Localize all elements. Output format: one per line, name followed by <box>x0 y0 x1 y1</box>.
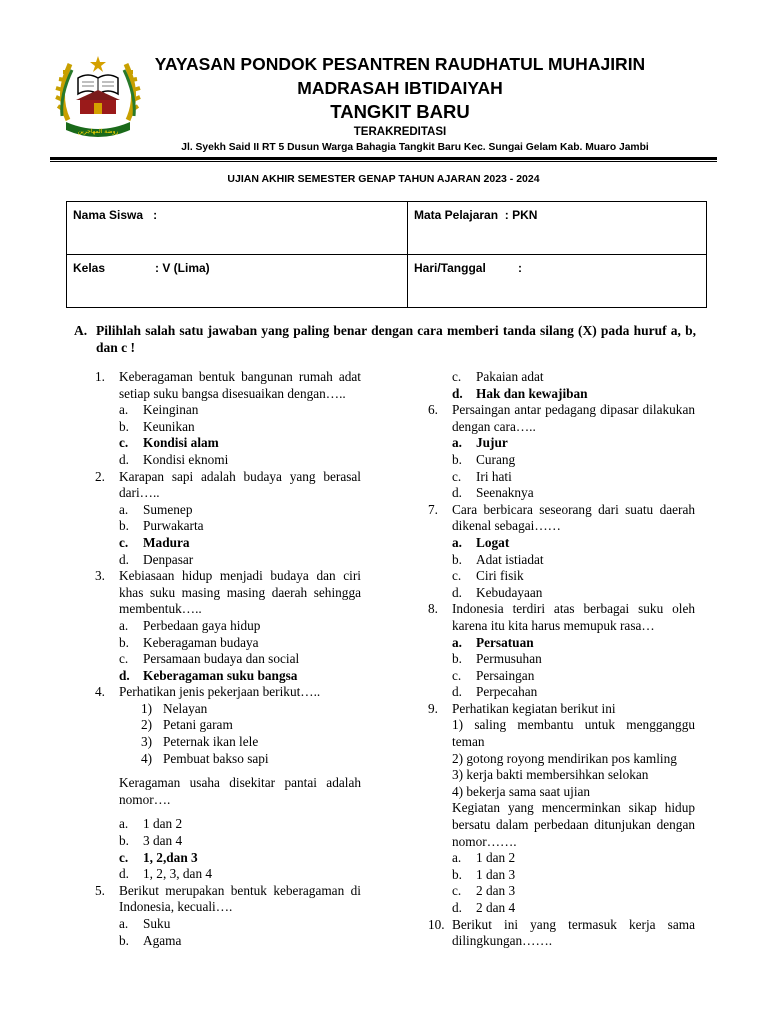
list-item: 3) Peternak ikan lele <box>141 734 259 750</box>
question-8: 8. Indonesia terdiri atas berbagai suku oleh karena itu kita harus memupuk rasa… <box>428 601 695 633</box>
option-4b[interactable]: b. 3 dan 4 <box>119 833 183 849</box>
accreditation: TERAKREDITASI <box>353 126 447 138</box>
option-6d[interactable]: d. Seenaknya <box>452 485 534 501</box>
exam-title: UJIAN AKHIR SEMESTER GENAP TAHUN AJARAN 2023 - 2024 <box>227 173 540 185</box>
student-info-table <box>66 201 707 308</box>
subject-value: PKN <box>512 208 538 222</box>
question-10: 10. Berikut ini yang termasuk kerja sama dilingkungan……. <box>428 916 695 949</box>
date-cell[interactable]: Hari/Tanggal : <box>408 255 707 308</box>
question-2: 2. Karapan sapi adalah budaya yang berasal dari….. <box>95 468 361 501</box>
option-1d[interactable]: d. Kondisi eknomi <box>119 451 229 467</box>
option-3d[interactable]: d. Keberagaman suku bangsa <box>119 667 298 683</box>
list-item: 1) Nelayan <box>141 700 208 716</box>
date-label: Hari/Tanggal <box>414 261 486 275</box>
question-6: 6. Persaingan antar pedagang dipasar dilakukan dengan cara….. <box>428 402 695 434</box>
class-label: Kelas <box>73 261 106 275</box>
list-item: 2) Petani garam <box>141 717 233 733</box>
option-8c[interactable]: c. Persaingan <box>452 667 535 683</box>
logo-motto: ﺭﻭﺿﺔ ﺍﻟﻤﻬﺎﺟﺮﻳﻦ <box>77 128 119 135</box>
letterhead <box>0 0 768 160</box>
option-5c[interactable]: c. Pakaian adat <box>452 369 544 384</box>
option-5b[interactable]: b. Agama <box>119 932 182 948</box>
question-5: 5. Berikut merupakan bentuk keberagaman di Indonesia, kecuali…. <box>95 882 361 915</box>
question-3: 3. Kebiasaan hidup menjadi budaya dan ciri khas suku masing masing daerah sehingga membentuk….. <box>95 568 361 617</box>
class-cell: Kelas : V (Lima) <box>67 255 408 308</box>
question-4: 4. Perhatikan jenis pekerjaan berikut….. <box>95 684 321 700</box>
header-rule-thick <box>50 157 717 160</box>
section-instruction <box>74 322 696 356</box>
option-2c[interactable]: c. Madura <box>119 534 190 550</box>
option-7a[interactable]: a. Logat <box>452 534 510 550</box>
list-item: 3) kerja bakti membersihkan selokan <box>452 767 649 783</box>
foundation-name: YAYASAN PONDOK PESANTREN RAUDHATUL MUHAJIRIN <box>154 54 646 74</box>
option-7c[interactable]: c. Ciri fisik <box>452 568 524 584</box>
question-4-prompt: Keragaman usaha disekitar pantai adalah nomor…. <box>119 775 361 807</box>
list-item: 4) Pembuat bakso sapi <box>141 750 269 766</box>
option-6c[interactable]: c. Iri hati <box>452 468 512 484</box>
option-3b[interactable]: b. Keberagaman budaya <box>119 634 259 650</box>
option-9c[interactable]: c. 2 dan 3 <box>452 883 516 899</box>
question-9-prompt: Kegiatan yang mencerminkan sikap hidup bersatu dalam perbedaan ditunjukan dengan nomor……. <box>452 800 695 849</box>
option-8b[interactable]: b. Permusuhan <box>452 651 542 667</box>
option-6b[interactable]: b. Curang <box>452 451 516 467</box>
option-2b[interactable]: b. Purwakarta <box>119 518 204 534</box>
list-item: 2) gotong royong mendirikan pos kamling <box>452 750 677 766</box>
instruction-text: Pilihlah salah satu jawaban yang paling benar dengan cara memberi tanda silang (X) pada huruf a, b, dan c ! <box>96 323 696 355</box>
question-9: 9. Perhatikan kegiatan berikut ini <box>428 700 616 716</box>
option-4d[interactable]: d. 1, 2, 3, dan 4 <box>119 866 213 882</box>
school-type: MADRASAH IBTIDAIYAH <box>297 78 503 98</box>
option-4a[interactable]: a. 1 dan 2 <box>119 816 183 832</box>
questions-left-column <box>95 369 361 949</box>
questions-right-column <box>428 369 695 950</box>
student-name-label: Nama Siswa <box>73 208 144 222</box>
option-6a[interactable]: a. Jujur <box>452 435 508 451</box>
option-8a[interactable]: a. Persatuan <box>452 634 534 650</box>
question-7: 7. Cara berbicara seseorang dari suatu daerah dikenal sebagai…… <box>428 501 695 534</box>
student-name-cell[interactable]: Nama Siswa : <box>67 202 408 255</box>
option-5a[interactable]: a. Suku <box>119 916 171 931</box>
school-address: Jl. Syekh Said II RT 5 Dusun Warga Bahagia Tangkit Baru Kec. Sungai Gelam Kab. Muaro Jambi <box>181 142 649 153</box>
list-item: 4) bekerja sama saat ujian <box>452 783 591 799</box>
class-value: V (Lima) <box>162 261 210 275</box>
option-2d[interactable]: d. Denpasar <box>119 551 194 567</box>
option-7d[interactable]: d. Kebudayaan <box>452 584 543 600</box>
option-9d[interactable]: d. 2 dan 4 <box>452 900 516 915</box>
option-3a[interactable]: a. Perbedaan gaya hidup <box>119 617 261 633</box>
option-9a[interactable]: a. 1 dan 2 <box>452 850 516 866</box>
subject-cell: Mata Pelajaran : PKN <box>408 202 707 255</box>
list-item: 1) saling membantu untuk mengganggu teman <box>452 717 695 750</box>
option-1c[interactable]: c. Kondisi alam <box>119 435 219 451</box>
header-rule-thin <box>50 161 717 162</box>
option-9b[interactable]: b. 1 dan 3 <box>452 866 516 882</box>
option-3c[interactable]: c. Persamaan budaya dan social <box>119 651 300 667</box>
subject-label: Mata Pelajaran <box>414 208 499 222</box>
option-8d[interactable]: d. Perpecahan <box>452 684 538 700</box>
question-1: 1. Keberagaman bentuk bangunan rumah adat setiap suku bangsa disesuaikan dengan….. <box>95 369 361 401</box>
option-4c[interactable]: c. 1, 2,dan 3 <box>119 849 198 865</box>
option-1b[interactable]: b. Keunikan <box>119 418 195 434</box>
option-2a[interactable]: a. Sumenep <box>119 501 193 517</box>
option-5d[interactable]: d. Hak dan kewajiban <box>452 385 588 401</box>
section-letter: A. <box>74 323 88 338</box>
option-7b[interactable]: b. Adat istiadat <box>452 551 544 567</box>
option-1a[interactable]: a. Keinginan <box>119 402 199 418</box>
school-location: TANGKIT BARU <box>330 101 470 122</box>
